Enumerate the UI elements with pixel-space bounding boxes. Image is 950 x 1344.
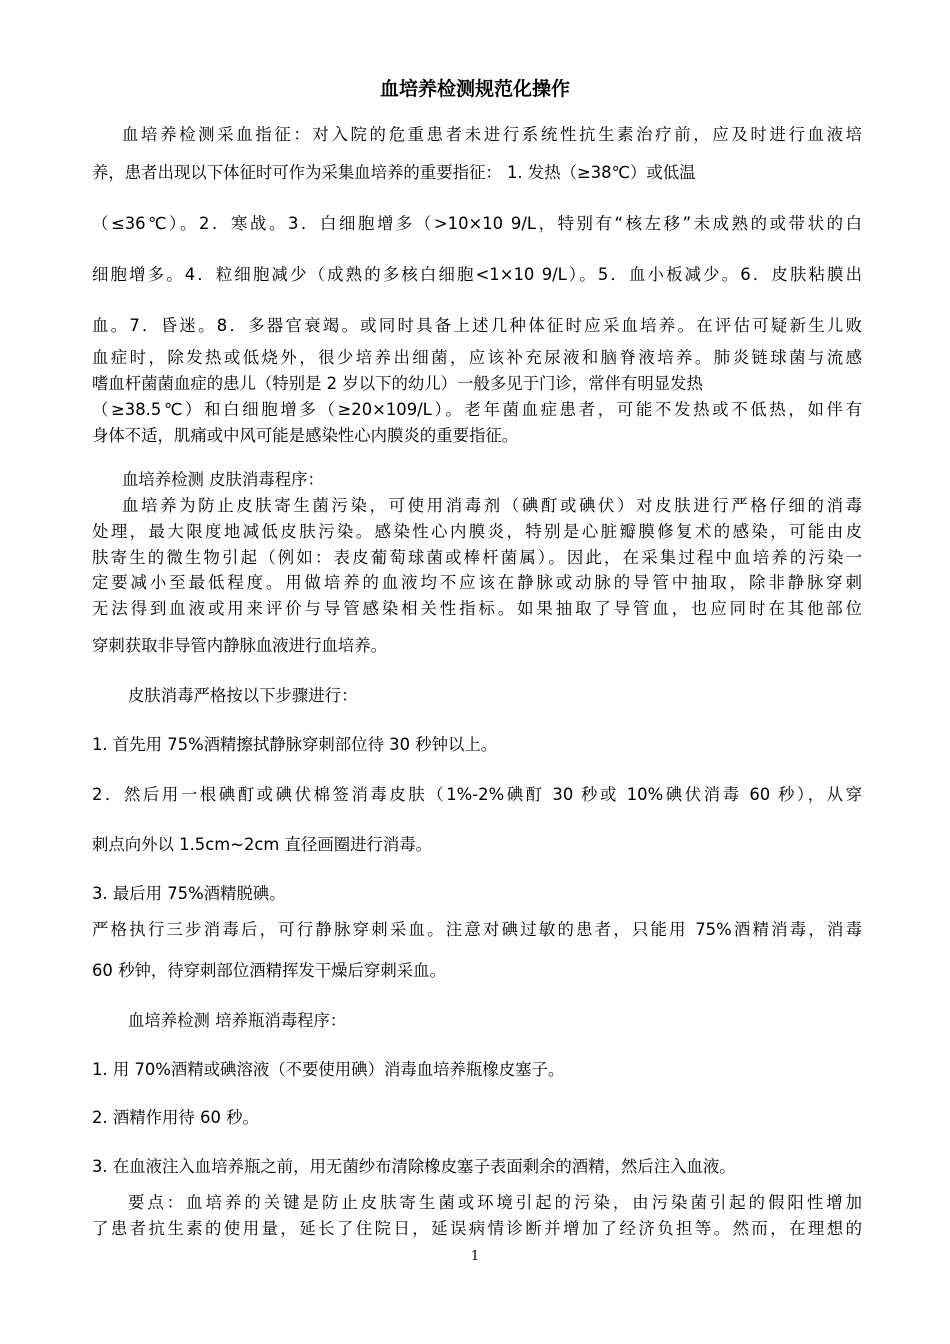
list-item: 3. 最后用 75%酒精脱碘。: [92, 884, 286, 903]
text-line: 处理，最大限度地减低皮肤污染。感染性心内膜炎，特别是心脏瓣膜修复术的感染，可能由皮: [92, 522, 862, 541]
text-line: 血培养检测采血指征：对入院的危重患者未进行系统性抗生素治疗前，应及时进行血液培: [122, 125, 862, 144]
list-item: 1. 用 70%酒精或碘溶液（不要使用碘）消毒血培养瓶橡皮塞子。: [92, 1060, 565, 1079]
section-heading: 血培养检测 培养瓶消毒程序：: [128, 1011, 347, 1030]
text-line: 刺点向外以 1.5cm~2cm 直径画圈进行消毒。: [92, 835, 433, 854]
text-line: 60 秒钟，待穿刺部位酒精挥发干燥后穿刺采血。: [92, 961, 446, 980]
text-line: 无法得到血液或用来评价与导管感染相关性指标。如果抽取了导管血，也应同时在其他部位: [92, 599, 862, 618]
text-line: 血培养为防止皮肤寄生菌污染，可使用消毒剂（碘酊或碘伏）对皮肤进行严格仔细的消毒: [122, 496, 862, 515]
text-line: 了患者抗生素的使用量，延长了住院日，延误病情诊断并增加了经济负担等。然而，在理想的: [92, 1219, 862, 1238]
page-title: 血培养检测规范化操作: [379, 78, 570, 100]
list-item: 2．然后用一根碘酊或碘伏棉签消毒皮肤（1%-2%碘酊 30 秒或 10%碘伏消毒 60 秒），从穿: [92, 785, 862, 804]
text-line: （≤36℃）。2．寒战。3．白细胞增多（>10×10 9/L，特别有“核左移”未成熟的或带状的白: [92, 214, 862, 233]
text-line: 血。7．昏迷。8．多器官衰竭。或同时具备上述几种体征时应采血培养。在评估可疑新生儿败: [92, 316, 862, 335]
list-item: 3. 在血液注入血培养瓶之前，用无菌纱布清除橡皮塞子表面剩余的酒精，然后注入血液。: [92, 1157, 736, 1176]
text-line: 穿刺获取非导管内静脉血液进行血培养。: [92, 636, 388, 655]
text-line: 细胞增多。4．粒细胞减少（成熟的多核白细胞<1×10 9/L）。5．血小板减少。6．皮肤粘膜出: [92, 265, 862, 284]
text-line: （≥38.5℃）和白细胞增多（≥20×109/L）。老年菌血症患者，可能不发热或不低热，如伴有: [92, 400, 862, 419]
text-line: 肤寄生的微生物引起（例如：表皮葡萄球菌或棒杆菌属）。因此，在采集过程中血培养的污染一: [92, 548, 862, 567]
list-item: 1. 首先用 75%酒精擦拭静脉穿刺部位待 30 秒钟以上。: [92, 735, 498, 754]
text-line: 严格执行三步消毒后，可行静脉穿刺采血。注意对碘过敏的患者，只能用 75%酒精消毒，消毒: [92, 920, 862, 939]
text-line: 养，患者出现以下体征时可作为采集血培养的重要指征： 1. 发热（≥38℃）或低温: [92, 163, 696, 182]
section-heading: 血培养检测 皮肤消毒程序：: [122, 470, 324, 489]
text-line: 要点：血培养的关键是防止皮肤寄生菌或环境引起的污染，由污染菌引起的假阳性增加: [128, 1193, 862, 1212]
list-item: 2. 酒精作用待 60 秒。: [92, 1108, 259, 1127]
text-line: 身体不适，肌痛或中风可能是感染性心内膜炎的重要指征。: [92, 426, 519, 445]
section-heading: 皮肤消毒严格按以下步骤进行：: [128, 686, 358, 705]
text-line: 嗜血杆菌菌血症的患儿（特别是 2 岁以下的幼儿）一般多见于门诊，常伴有明显发热: [92, 374, 703, 393]
text-line: 血症时，除发热或低烧外，很少培养出细菌，应该补充尿液和脑脊液培养。肺炎链球菌与流感: [92, 348, 862, 367]
page-number: 1: [470, 1249, 480, 1264]
text-line: 定要减小至最低程度。用做培养的血液均不应该在静脉或动脉的导管中抽取，除非静脉穿刺: [92, 573, 862, 592]
